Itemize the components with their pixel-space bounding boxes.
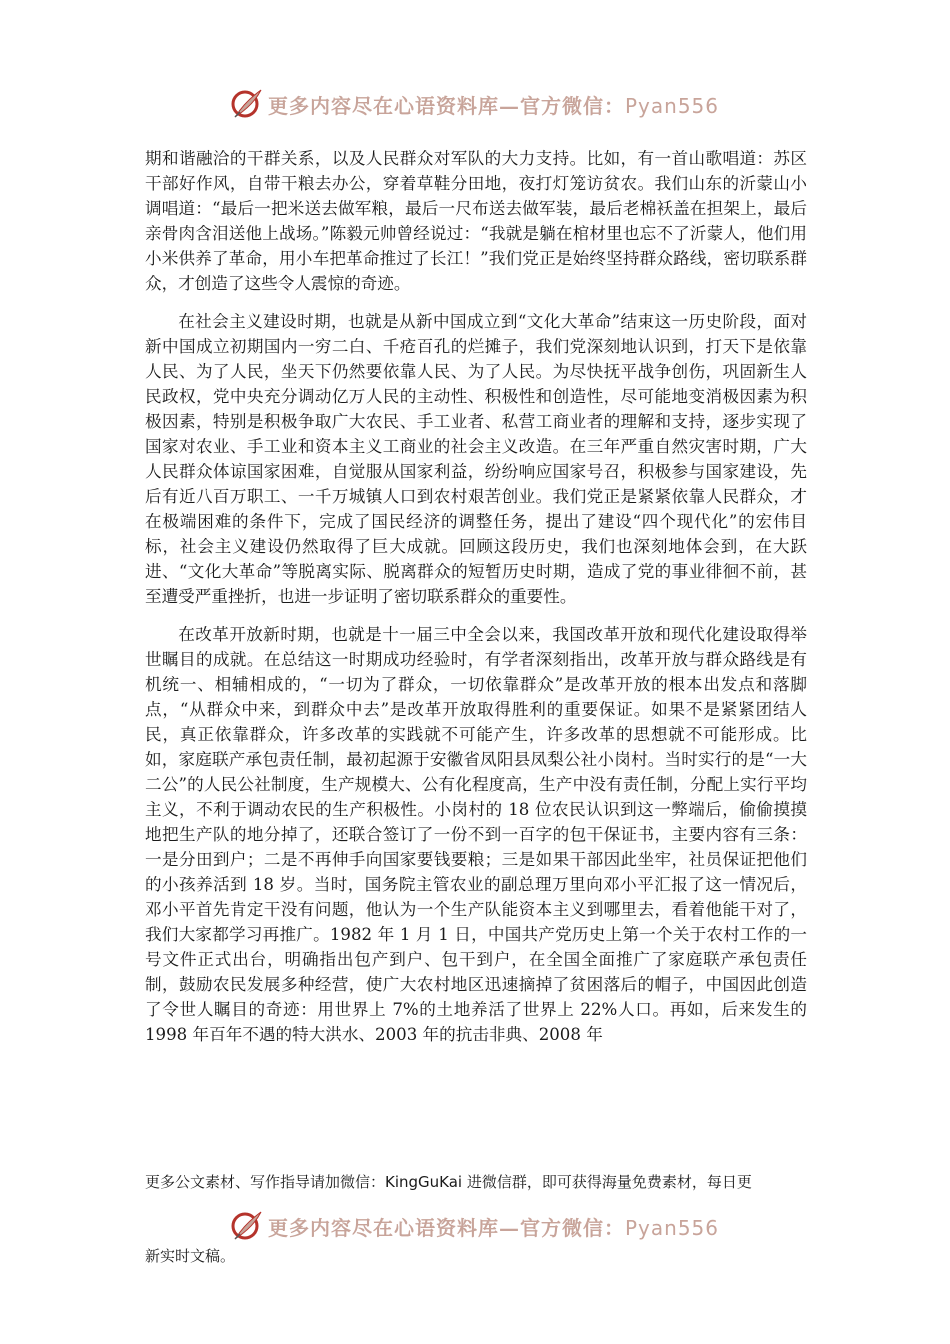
quill-pen-logo-icon (228, 86, 264, 122)
paragraph-socialist-construction: 在社会主义建设时期，也就是从新中国成立到“文化大革命”结束这一历史阶段，面对新中国成立初期国内一穷二白、千疮百孔的烂摊子，我们党深刻地认识到，打天下是依靠人民、为了人民，坐天下仍然要依靠人民、为了人民。为尽快抚平战争创伤，巩固新生人民政权，党中央充分调动亿万人民的主动性、积极性和创造性，尽可能地变消极因素为积极因素，特别是积极争取广大农民、手工业者、私营工商业者的理解和支持，逐步实现了国家对农业、手工业和资本主义工商业的社会主义改造。在三年严重自然灾害时期，广大人民群众体谅国家困难，自觉服从国家利益，纷纷响应国家号召，积极参与国家建设，先后有近八百万职工、一千万城镇人口到农村艰苦创业。我们党正是紧紧依靠人民群众，才在极端困难的条件下，完成了国民经济的调整任务，提出了建设“四个现代化”的宏伟目标，社会主义建设仍然取得了巨大成就。回顾这段历史，我们也深刻地体会到，在大跃进、“文化大革命”等脱离实际、脱离群众的短暂历史时期，造成了党的事业徘徊不前，甚至遭受严重挫折，也进一步证明了密切联系群众的重要性。 (145, 312, 807, 606)
banner-main-text: 更多内容尽在心语资料库—官方微信： (268, 93, 625, 118)
quill-pen-logo-icon (228, 1208, 264, 1244)
banner-title (268, 1212, 719, 1241)
paragraph-continuation: 期和谐融洽的干群关系，以及人民群众对军队的大力支持。比如，有一首山歌唱道：苏区干部好作风，自带干粮去办公，穿着草鞋分田地，夜打灯笼访贫农。我们山东的沂蒙山小调唱道：“最后一把米送去做军粮，最后一尺布送去做军装，最后老棉袄盖在担架上，最后亲骨肉含泪送他上战场。”陈毅元帅曾经说过：“我就是躺在棺材里也忘不了沂蒙人，他们用小米供养了革命，用小车把革命推过了长江！”我们党正是始终坚持群众路线，密切联系群众，才创造了这些令人震惊的奇迹。 (145, 149, 807, 293)
banner-wechat-id: Pyan556 (625, 1215, 720, 1240)
document-body (145, 146, 807, 1047)
footer-note: 更多公文素材、写作指导请加微信：KingGuKai 进微信群，即可获得海量免费素材，每日更 (145, 1173, 752, 1191)
banner-main-text: 更多内容尽在心语资料库—官方微信： (268, 1215, 625, 1240)
footer-banner (228, 1206, 748, 1246)
header-banner (228, 84, 748, 124)
footer-note-continuation: 新实时文稿。 (145, 1247, 236, 1265)
banner-title (268, 90, 719, 119)
paragraph-reform-opening: 在改革开放新时期，也就是十一届三中全会以来，我国改革开放和现代化建设取得举世瞩目的成就。在总结这一时期成功经验时，有学者深刻指出，改革开放与群众路线是有机统一、相辅相成的，“一切为了群众，一切依靠群众”是改革开放的根本出发点和落脚点，“从群众中来，到群众中去”是改革开放取得胜利的重要保证。如果不是紧紧团结人民，真正依靠群众，许多改革的实践就不可能产生，许多改革的思想就不可能形成。比如，家庭联产承包责任制，最初起源于安徽省凤阳县凤梨公社小岗村。当时实行的是“一大二公”的人民公社制度，生产规模大、公有化程度高，生产中没有责任制，分配上实行平均主义，不利于调动农民的生产积极性。小岗村的 18 位农民认识到这一弊端后，偷偷摸摸地把生产队的地分掉了，还联合签订了一份不到一百字的包干保证书，主要内容有三条：一是分田到户；二是不再伸手向国家要钱要粮；三是如果干部因此坐牢，社员保证把他们的小孩养活到 18 岁。当时，国务院主管农业的副总理万里向邓小平汇报了这一情况后，邓小平首先肯定干没有问题，他认为一个生产队能资本主义到哪里去，看着他能干对了，我们大家都学习再推广。1982 年 1 月 1 日，中国共产党历史上第一个关于农村工作的一号文件正式出台，明确指出包产到户、包干到户，在全国全面推广了家庭联产承包责任制，鼓励农民发展多种经营，使广大农村地区迅速摘掉了贫困落后的帽子，中国因此创造了令世人瞩目的奇迹：用世界上 7%的土地养活了世界上 22%人口。再如，后来发生的 1998 年百年不遇的特大洪水、2003 年的抗击非典、2008 年 (145, 625, 807, 1044)
banner-wechat-id: Pyan556 (625, 93, 720, 118)
